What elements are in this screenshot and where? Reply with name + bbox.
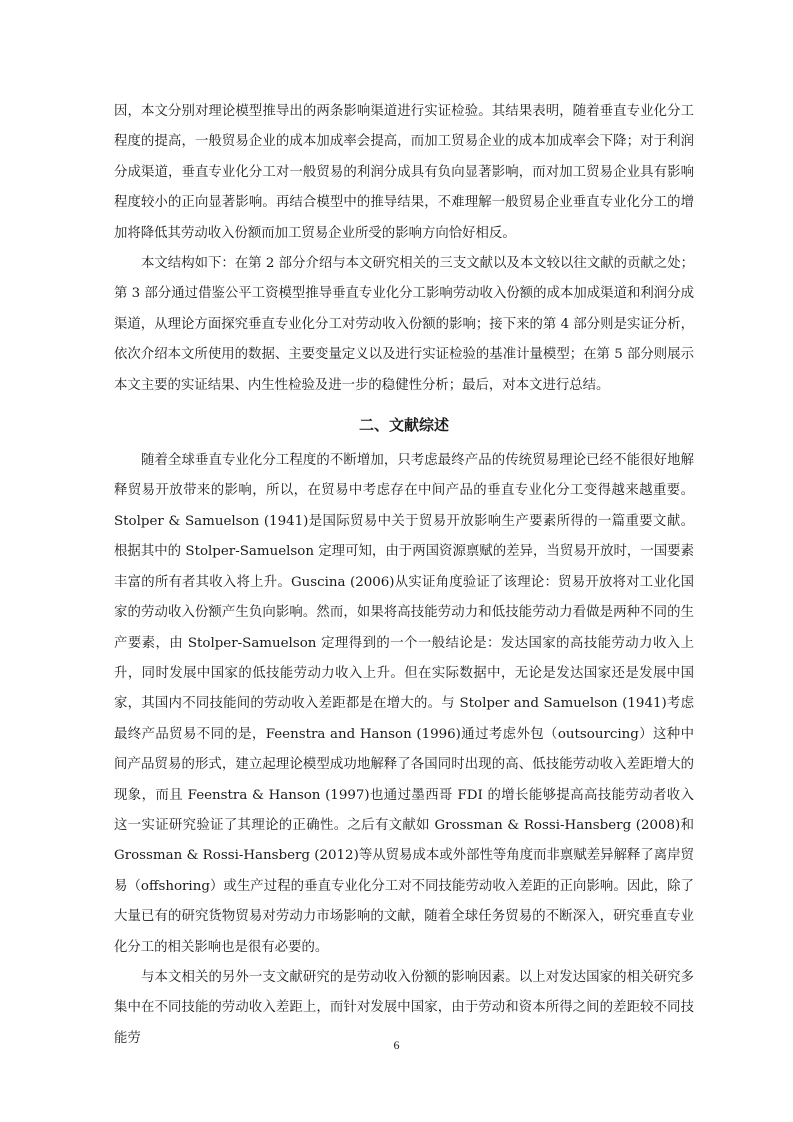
paragraph-paper-structure: 本文结构如下：在第 2 部分介绍与本文研究相关的三支文献以及本文较以往文献的贡献之处；第 3 部分通过借鉴公平工资模型推导垂直专业化分工影响劳动收入份额的成本加成渠道和利润分成渠道，从理论方面探究垂直专业化分工对劳动收入份额的影响；接下来的第 4 部分则是实证分析，依次介绍本文所使用的数据、主要变量定义以及进行实证检验的基准计量模型；在第 5 部分则展示本文主要的实证结果、内生性检验及进一步的稳健性分析；最后，对本文进行总结。	[114, 256, 694, 393]
page-body	[114, 97, 694, 1054]
section-heading: 二、文献综述	[358, 416, 449, 435]
paragraph-literature-trade: 随着全球垂直专业化分工程度的不断增加，只考虑最终产品的传统贸易理论已经不能很好地解释贸易开放带来的影响，所以，在贸易中考虑存在中间产品的垂直专业化分工变得越来越重要。Stolper & Samuelson (1941)是国际贸易中关于贸易开放影响生产要素所得的一篇重要文献。根据其中的 Stolper-Samuelson 定理可知，由于两国资源禀赋的差异，当贸易开放时，一国要素丰富的所有者其收入将上升。Guscina (2006)从实证角度验证了该理论：贸易开放将对工业化国家的劳动收入份额产生负向影响。然而，如果将高技能劳动力和低技能劳动力看做是两种不同的生产要素，由 Stolper-Samuelson 定理得到的一个一般结论是：发达国家的高技能劳动力收入上升，同时发展中国家的低技能劳动力收入上升。但在实际数据中，无论是发达国家还是发展中国家，其国内不同技能间的劳动收入差距都是在增大的。与 Stolper and Samuelson (1941)考虑最终产品贸易不同的是，Feenstra and Hanson (1996)通过考虑外包（outsourcing）这种中间产品贸易的形式，建立起理论模型成功地解释了各国同时出现的高、低技能劳动收入差距增大的现象，而且 Feenstra & Hanson (1997)也通过墨西哥 FDI 的增长能够提高高技能劳动者收入这一实证研究验证了其理论的正确性。之后有文献如 Grossman & Rossi-Hansberg (2008)和 Grossman & Rossi-Hansberg (2012)等从贸易成本或外部性等角度而非禀赋差异解释了离岸贸易（offshoring）或生产过程的垂直专业化分工对不同技能劳动收入差距的正向影响。因此，除了大量已有的研究货物贸易对劳动力市场影响的文献，随着全球任务贸易的不断深入，研究垂直专业化分工的相关影响也是很有必要的。	[114, 453, 694, 955]
paragraph-literature-labor-share: 与本文相关的另外一支文献研究的是劳动收入份额的影响因素。以上对发达国家的相关研究多集中在不同技能的劳动收入差距上，而针对发展中国家，由于劳动和资本所得之间的差距较不同技能劳	[114, 969, 694, 1046]
paragraph-method-results: 因，本文分别对理论模型推导出的两条影响渠道进行实证检验。其结果表明，随着垂直专业化分工程度的提高，一般贸易企业的成本加成率会提高，而加工贸易企业的成本加成率会下降；对于利润分成渠道，垂直专业化分工对一般贸易的利润分成具有负向显著影响，而对加工贸易企业具有影响程度较小的正向显著影响。再结合模型中的推导结果，不难理解一般贸易企业垂直专业化分工的增加将降低其劳动收入份额而加工贸易企业所受的影响方向恰好相反。	[114, 104, 694, 241]
page-number: 6	[393, 1038, 400, 1052]
